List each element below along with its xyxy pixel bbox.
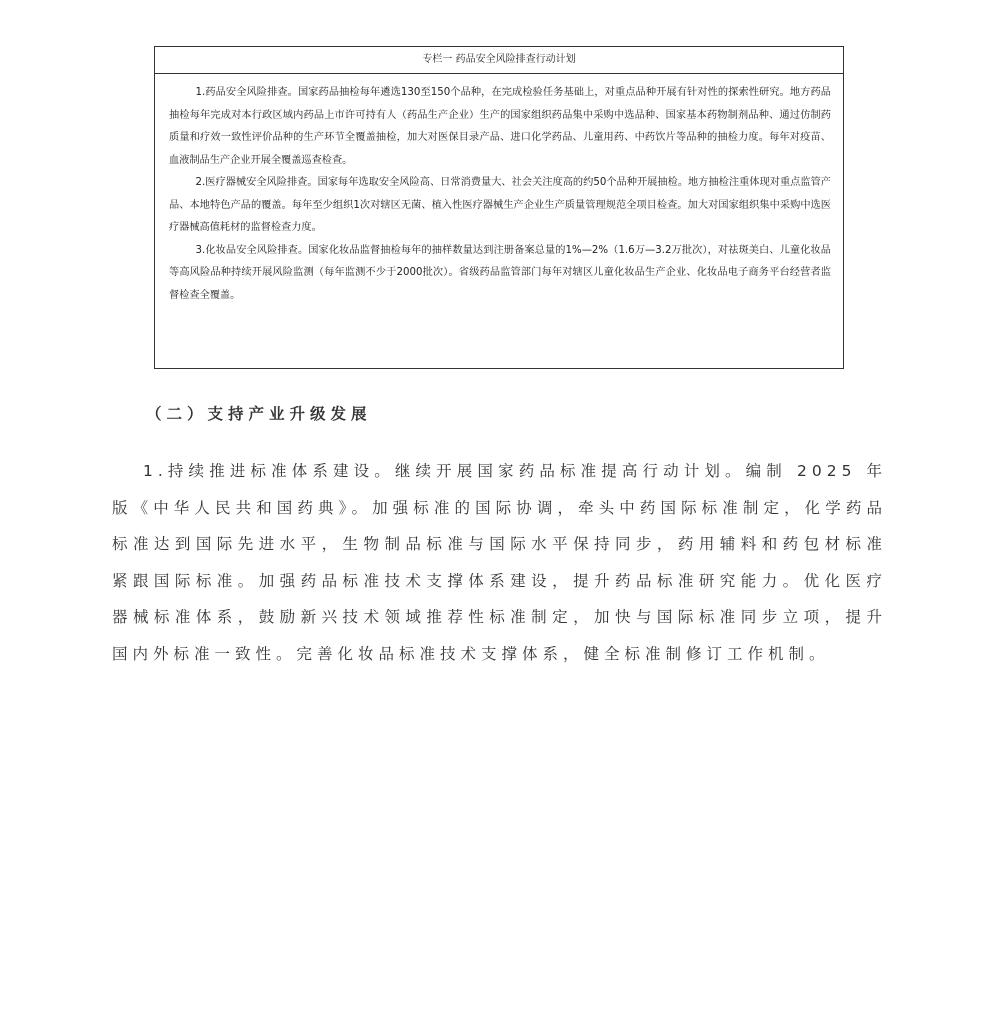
cosmetic-risk-paragraph: 3.化妆品安全风险排查。国家化妆品监督抽检每年的抽样数量达到注册备案总量的1%—2%（1.6万—3.2万批次），对祛斑美白、儿童化妆品等高风险品种持续开展风险监测（每年监测不少于2000批次）。省级药品监管部门每年对辖区儿童化妆品生产企业、化妆品电子商务平台经营者监督检查全覆盖。	[169, 244, 831, 301]
box-title: 专栏一 药品安全风险排查行动计划	[155, 47, 843, 74]
drug-risk-paragraph: 1.药品安全风险排查。国家药品抽检每年遴选130至150个品种，在完成检验任务基础上，对重点品种开展有针对性的探索性研究。地方药品抽检每年完成对本行政区域内药品上市许可持有人（药品生产企业）生产的国家组织药品集中采购中选品种、国家基本药物制剂品种、通过仿制药质量和疗效一致性评价品种的生产环节全覆盖抽检，加大对医保目录产品、进口化学药品、儿童用药、中药饮片等品种的抽检力度。每年对疫苗、血液制品生产企业开展全覆盖巡查检查。	[169, 87, 831, 166]
action-plan-box	[154, 46, 844, 369]
device-risk-paragraph: 2.医疗器械安全风险排查。国家每年选取安全风险高、日常消费量大、社会关注度高的约50个品种开展抽检。地方抽检注重体现对重点监管产品、本地特色产品的覆盖。每年至少组织1次对辖区无菌、植入性医疗器械生产企业生产质量管理规范全项目检查。加大对国家组织集中采购中选医疗器械高值耗材的监督检查力度。	[169, 177, 831, 233]
section-heading: （二）支持产业升级发展	[146, 405, 372, 423]
section-body-paragraph: 1.持续推进标准体系建设。继续开展国家药品标准提高行动计划。编制 2025 年版《中华人民共和国药典》。加强标准的国际协调，牵头中药国际标准制定，化学药品标准达到国际先进水平，生物制品标准与国际水平保持同步，药用辅料和药包材标准紧跟国际标准。加强药品标准技术支撑体系建设，提升药品标准研究能力。优化医疗器械标准体系，鼓励新兴技术领域推荐性标准制定，加快与国际标准同步立项，提升国内外标准一致性。完善化妆品标准技术支撑体系，健全标准制修订工作机制。	[112, 462, 887, 663]
box-body	[155, 74, 843, 307]
